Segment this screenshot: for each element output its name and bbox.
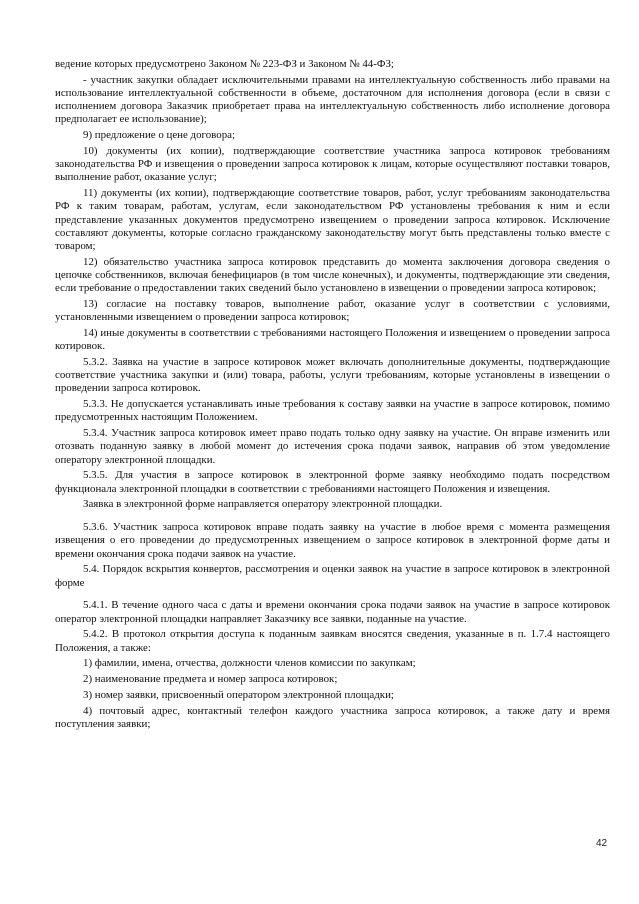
paragraph-item-13: 13) согласие на поставку товаров, выполнение работ, оказание услуг в соответствии с условиями, установленными извещением о проведении запроса котировок; [55, 298, 610, 324]
paragraph-item-10: 10) документы (их копии), подтверждающие соответствие участника запроса котировок требованиям законодательства РФ и извещения о проведении запроса котировок к лицам, которые осуществляют поставки товаров, выполнение работ, оказание услуг; [55, 145, 610, 184]
spacer [55, 592, 610, 599]
page-number: 42 [596, 838, 608, 849]
paragraph-item-9: 9) предложение о цене договора; [83, 129, 235, 142]
paragraph-item-11: 11) документы (их копии), подтверждающие соответствие товаров, работ, услуг требованиям законодательства РФ к таким товарам, работам, услугам, если законодательством РФ установлены требования к ним и если представление указанных документов предусмотрено извещением о проведении запроса котировок. Исключение составляют документы, которые согласно гражданскому законодательству могут быть представлены только вместе с товаром; [55, 187, 610, 253]
list-item-3: 3) номер заявки, присвоенный оператором электронной площадки; [83, 689, 394, 702]
list-item-2: 2) наименование предмета и номер запроса котировок; [83, 673, 338, 686]
paragraph-item-12: 12) обязательство участника запроса котировок представить до момента заключения договора сведения о цепочке собственников, включая бенефициаров (в том числе конечных), и документы, подтверждающие эти сведения, если требование о предоставлении таких сведений было установлено в извещении о проведении запроса котировок; [55, 255, 610, 295]
paragraph-5-4-1: 5.4.1. В течение одного часа с даты и времени окончания срока подачи заявок на участие в запросе котировок оператор электронной площадки направляет Заказчику все заявки, поданные на участие. [55, 599, 610, 625]
paragraph-ip-rights: - участник закупки обладает исключительными правами на интеллектуальную собственность либо правами на использование интеллектуальной собственности в объеме, достаточном для исполнения договора (если в связи с исполнением договора Заказчик приобретает права на интеллектуальную собственность либо исполнение договора предполагает ее использование); [55, 73, 610, 126]
paragraph-5-3-2: 5.3.2. Заявка на участие в запросе котировок может включать дополнительные документы, подтверждающие соответствие участника закупки и (или) товара, работы, услуги требованиям, которые установлены в извещении о проведении запроса котировок. [55, 356, 610, 395]
spacer [55, 514, 610, 521]
paragraph-5-4-2: 5.4.2. В протокол открытия доступа к поданным заявкам вносятся сведения, указанные в п. 1.7.4 настоящего Положения, а также: [55, 628, 610, 654]
paragraph-electronic-form: Заявка в электронной форме направляется оператору электронной площадки. [83, 498, 443, 511]
paragraph-5-3-6: 5.3.6. Участник запроса котировок вправе подать заявку на участие в любое время с момента размещения извещения о его проведении до предусмотренных извещением о запросе котировок в электронной форме даты и времени окончания срока подачи заявок на участие. [55, 521, 610, 560]
section-heading-5-4: 5.4. Порядок вскрытия конвертов, рассмотрения и оценки заявок на участие в запросе котировок в электронной форме [55, 563, 610, 589]
paragraph-item-14: 14) иные документы в соответствии с требованиями настоящего Положения и извещением о проведении запроса котировок. [55, 327, 610, 353]
paragraph-continuation: ведение которых предусмотрено Законом № 223-ФЗ и Законом № 44-ФЗ; [55, 58, 394, 70]
document-body [55, 58, 610, 734]
paragraph-5-3-5: 5.3.5. Для участия в запросе котировок в электронной форме заявку необходимо подать посредством функционала электронной площадки в соответствии с требованиями настоящего Положения и извещения. [55, 469, 610, 495]
list-item-1: 1) фамилии, имена, отчества, должности членов комиссии по закупкам; [83, 657, 416, 670]
list-item-4: 4) почтовый адрес, контактный телефон каждого участника запроса котировок, а также дату и время поступления заявки; [55, 704, 610, 731]
paragraph-5-3-4: 5.3.4. Участник запроса котировок имеет право подать только одну заявку на участие. Он вправе изменить или отозвать поданную заявку в любой момент до истечения срока подачи заявок, направив об этом уведомление оператору электронной площадки. [55, 427, 610, 466]
paragraph-5-3-3: 5.3.3. Не допускается устанавливать иные требования к составу заявки на участие в запросе котировок, помимо предусмотренных настоящим Положением. [55, 398, 610, 424]
